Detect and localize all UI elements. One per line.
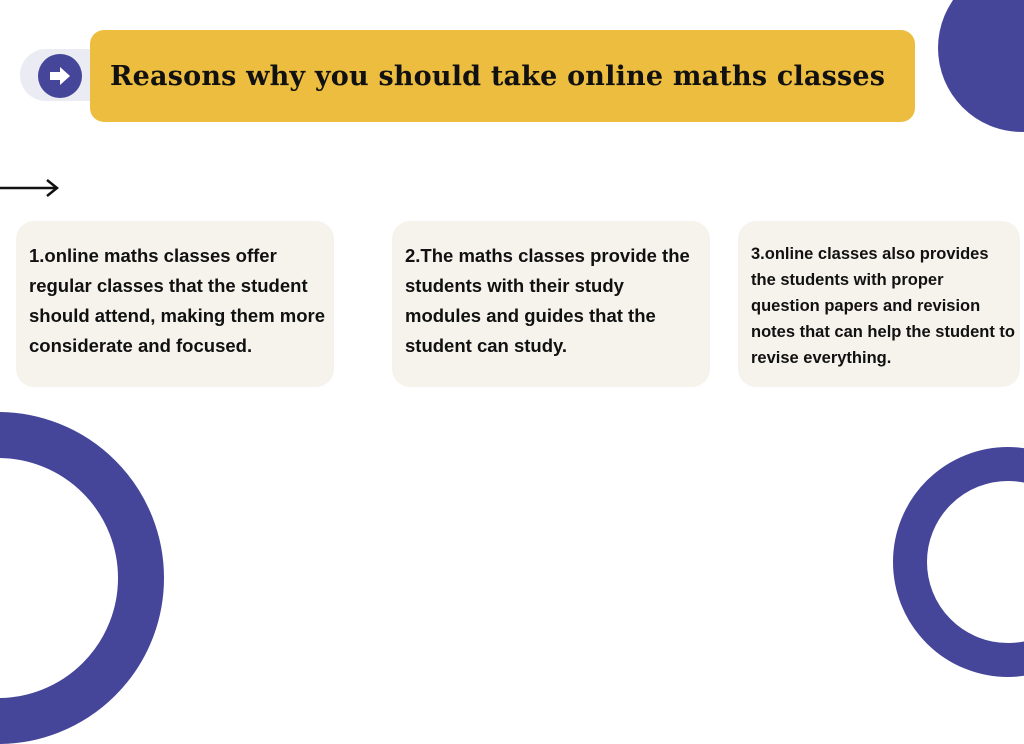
decorative-circle-top-right bbox=[938, 0, 1024, 132]
title-banner bbox=[90, 30, 915, 122]
reason-card-1: 1.online maths classes offer regular classes that the student should attend, making them more considerate and focused. bbox=[16, 221, 334, 387]
reason-card-2: 2.The maths classes provide the students with their study modules and guides that the student can study. bbox=[392, 221, 710, 387]
reason-card-3: 3.online classes also provides the students with proper question papers and revision notes that can help the student to revise everything. bbox=[738, 221, 1020, 387]
decorative-ring-bottom-left bbox=[0, 412, 164, 744]
long-arrow-right-icon bbox=[0, 176, 62, 205]
decorative-ring-bottom-right bbox=[893, 447, 1024, 677]
page-title: Reasons why you should take online maths classes bbox=[110, 60, 886, 92]
arrow-right-circle-icon bbox=[38, 54, 82, 98]
